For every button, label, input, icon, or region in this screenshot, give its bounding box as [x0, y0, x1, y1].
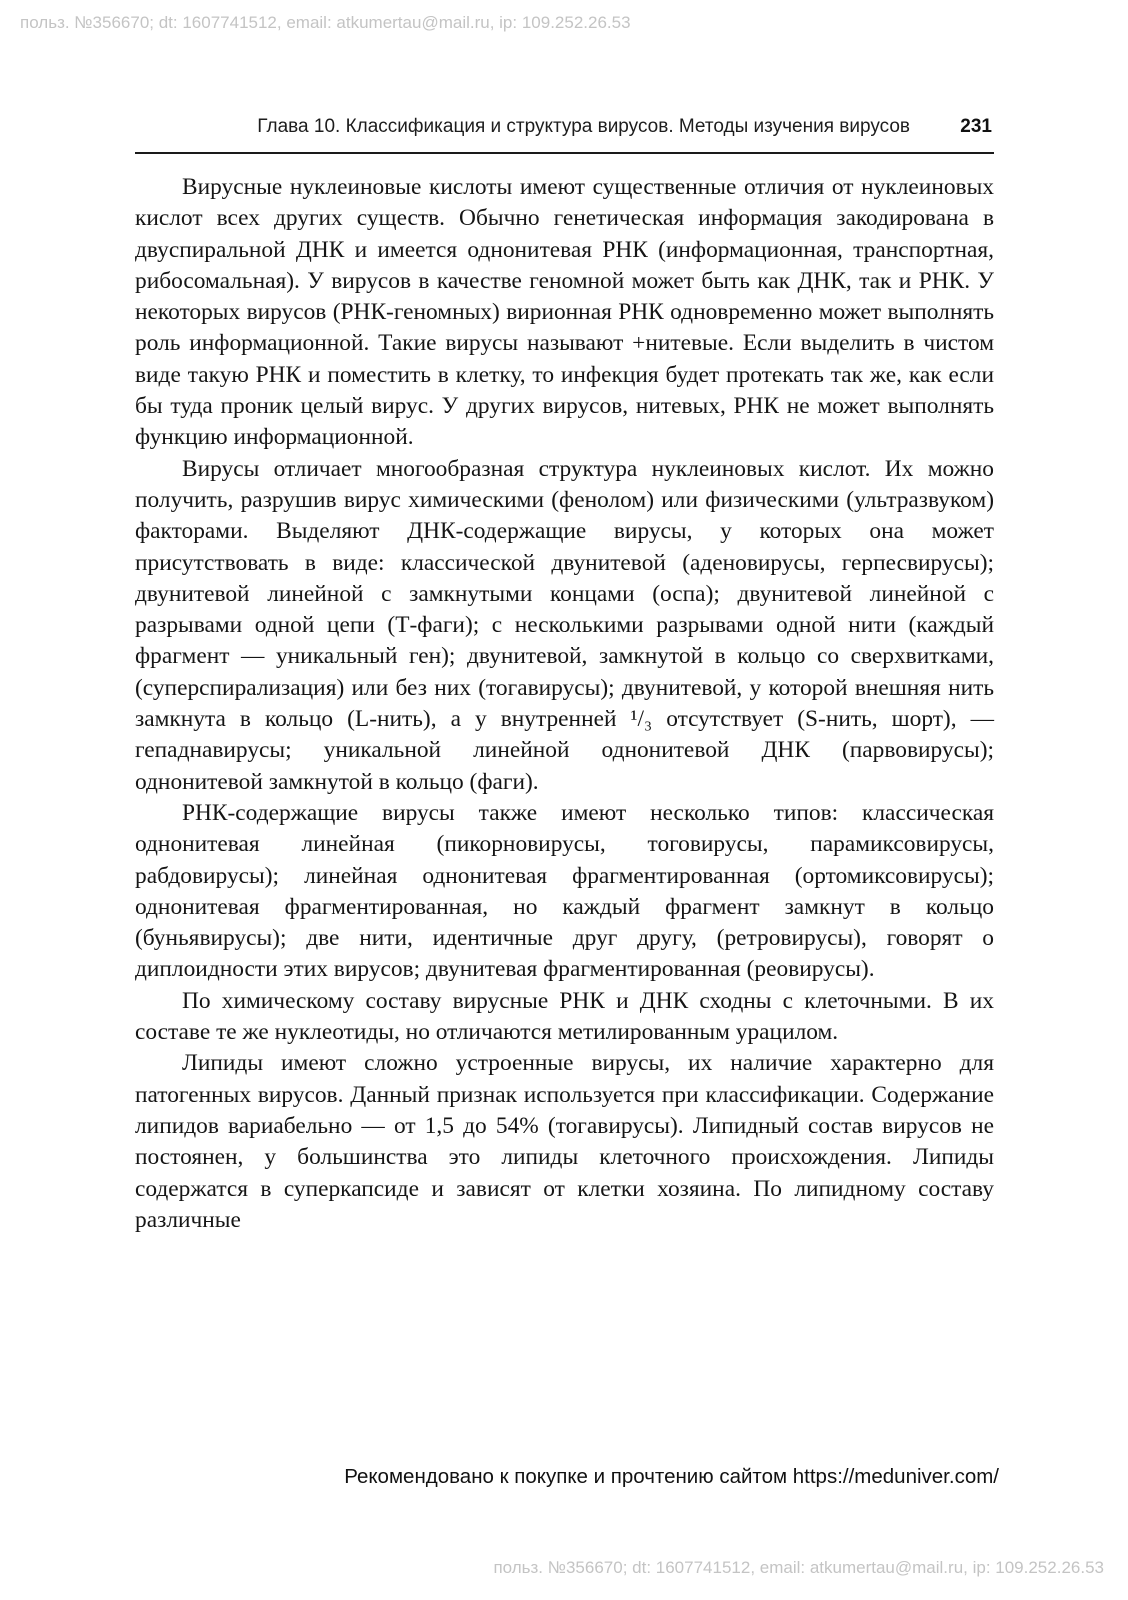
- paragraph: Вирусные нуклеиновые кислоты имеют существенные отличия от нуклеиновых кислот всех других существ. Обычно генетическая информация закодирована в двуспиральной ДНК и имеется однонитевая РНК (информационная, транспортная, рибосомальная). У вирусов в качестве геномной может быть как ДНК, так и РНК. У некоторых вирусов (РНК-геномных) вирионная РНК одновременно может выполнять роль информационной. Такие вирусы называют +нитевые. Если выделить в чистом виде такую РНК и поместить в клетку, то инфекция будет протекать так же, как если бы туда проник целый вирус. У других вирусов, нитевых, РНК не может выполнять функцию информационной.: [135, 174, 994, 451]
- paragraph: Вирусы отличает многообразная структура нуклеиновых кислот. Их можно получить, разрушив вирус химическими (фенолом) или физическими (ультразвуком) факторами. Выделяют ДНК-содержащие вирусы, у которых она может присутствовать в виде: классической двунитевой (аденовирусы, герпесвирусы); двунитевой линейной с замкнутыми концами (оспа); двунитевой линейной с разрывами одной цепи (Т-фаги); с несколькими разрывами одной нити (каждый фрагмент — уникальный ген); двунитевой, замкнутой в кольцо со сверхвитками, (суперспирализация) или без них (тогавирусы); двунитевой, у которой внешняя нить замкнута в кольцо (L-нить), а у внутренней ¹/₃ отсутствует (S-нить, шорт), — гепаднавирусы; уникальной линейной однонитевой ДНК (парвовирусы); однонитевой замкнутой в кольцо (фаги).: [135, 455, 994, 795]
- chapter-title: Глава 10. Классификация и структура вирусов. Методы изучения вирусов: [257, 116, 910, 137]
- paragraph: Липиды имеют сложно устроенные вирусы, их наличие характерно для патогенных вирусов. Данный признак используется при классификации. Содержание липидов вариабельно — от 1,5 до 54% (тогавирусы). Липидный состав вирусов не постоянен, у большинства это липиды клеточного происхождения. Липиды содержатся в суперкапсиде и зависят от клетки хозяина. По липидному составу различные: [135, 1050, 994, 1233]
- running-head: [135, 116, 994, 154]
- page-number: 231: [960, 116, 992, 137]
- paragraph: РНК-содержащие вирусы также имеют несколько типов: классическая однонитевая линейная (пикорновирусы, тоговирусы, парамиксовирусы, рабдовирусы); линейная однонитевая фрагментированная (ортомиксовирусы); однонитевая фрагментированная, но каждый фрагмент замкнут в кольцо (буньявирусы); две нити, идентичные друг другу, (ретровирусы), говорят о диплоидности этих вирусов; двунитевая фрагментированная (реовирусы).: [135, 799, 994, 983]
- watermark-bottom: польз. №356670; dt: 1607741512, email: atkumertau@mail.ru, ip: 109.252.26.53: [493, 1558, 1104, 1577]
- recommendation-note: Рекомендовано к покупке и прочтению сайтом https://meduniver.com/: [344, 1465, 999, 1488]
- watermark-top: польз. №356670; dt: 1607741512, email: atkumertau@mail.ru, ip: 109.252.26.53: [20, 13, 631, 32]
- body-text: [135, 172, 994, 1236]
- paragraph: По химическому составу вирусные РНК и ДНК сходны с клеточными. В их составе те же нуклеотиды, но отличаются метилированным урацилом.: [135, 987, 994, 1046]
